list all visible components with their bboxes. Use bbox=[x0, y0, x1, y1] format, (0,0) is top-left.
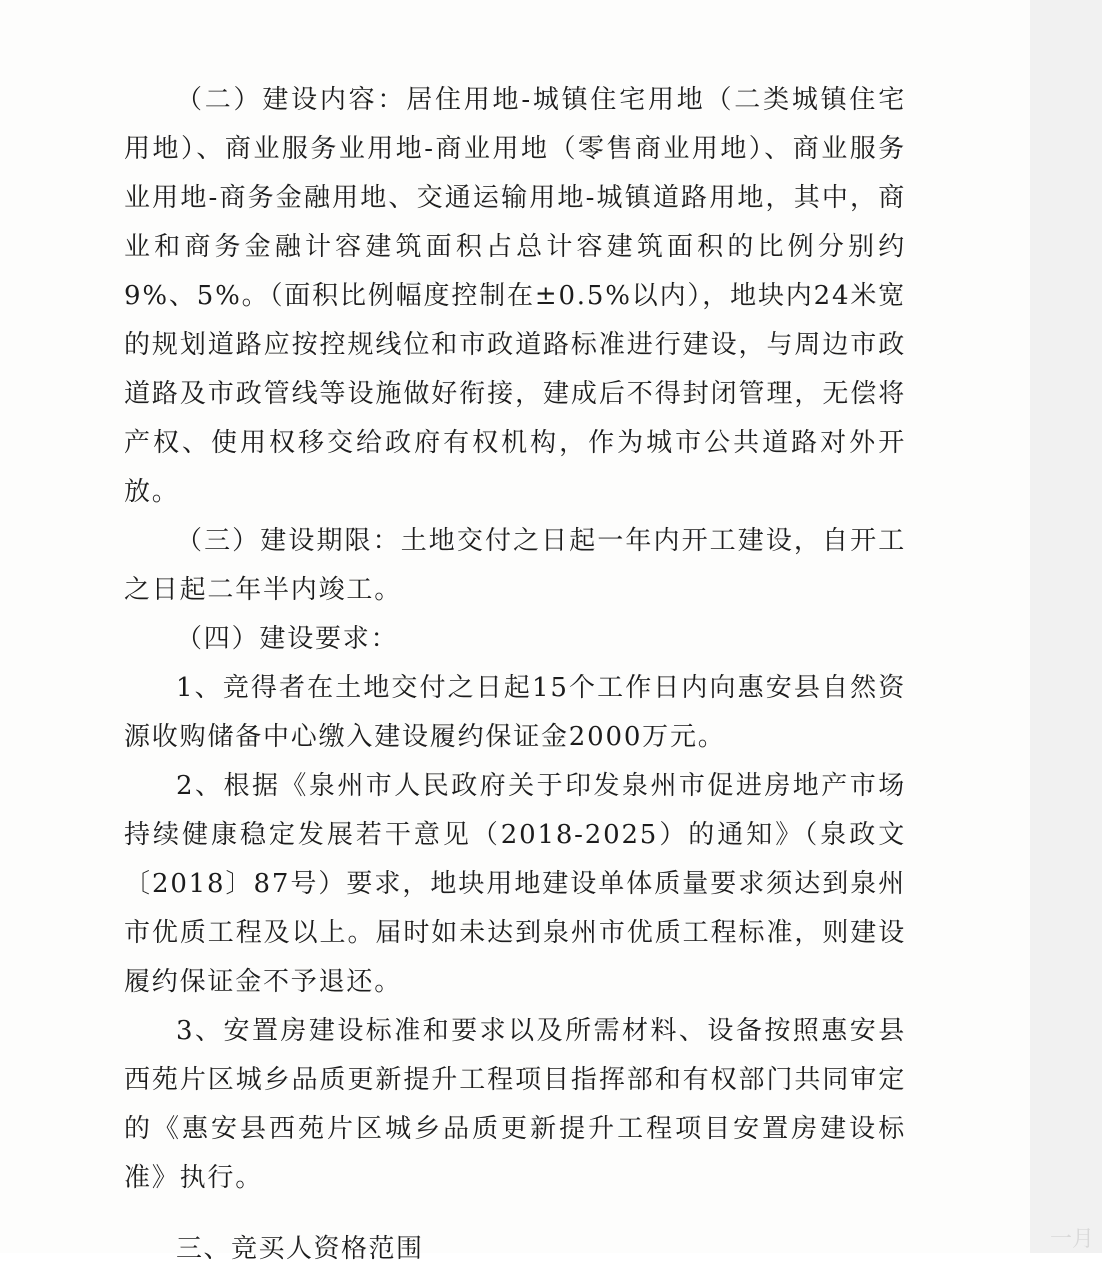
page-gutter bbox=[1030, 0, 1102, 1253]
paragraph-construction-content: （二）建设内容：居住用地-城镇住宅用地（二类城镇住宅用地）、商业服务业用地-商业用地（零售商业用地）、商业服务业用地-商务金融用地、交通运输用地-城镇道路用地，其中，商业和商务金融计容建筑面积占总计容建筑面积的比例分别约9%、5%。（面积比例幅度控制在±0.5%以内），地块内24米宽的规划道路应按控规线位和市政道路标准进行建设，与周边市政道路及市政管线等设施做好衔接，建成后不得封闭管理，无偿将产权、使用权移交给政府有权机构，作为城市公共道路对外开放。 bbox=[124, 85, 906, 507]
paragraph-construction-requirements-heading: （四）建设要求： bbox=[176, 624, 399, 654]
paragraph-requirement-1: 1、竞得者在土地交付之日起15个工作日内向惠安县自然资源收购储备中心缴入建设履约保证金2000万元。 bbox=[124, 673, 906, 752]
section-heading-bidder-qualifications: 三、竞买人资格范围 bbox=[176, 1234, 424, 1264]
paragraph-requirement-2: 2、根据《泉州市人民政府关于印发泉州市促进房地产市场持续健康稳定发展若干意见（2018-2025）的通知》（泉政文〔2018〕87号）要求，地块用地建设单体质量要求须达到泉州市优质工程及以上。届时如未达到泉州市优质工程标准，则建设履约保证金不予退还。 bbox=[124, 771, 906, 997]
paragraph-construction-period: （三）建设期限：土地交付之日起一年内开工建设，自开工之日起二年半内竣工。 bbox=[124, 526, 906, 605]
document-body bbox=[124, 76, 906, 1274]
paragraph-requirement-3: 3、安置房建设标准和要求以及所需材料、设备按照惠安县西苑片区城乡品质更新提升工程项目指挥部和有权部门共同审定的《惠安县西苑片区城乡品质更新提升工程项目安置房建设标准》执行。 bbox=[124, 1016, 906, 1193]
watermark: 一月 bbox=[1050, 1227, 1095, 1252]
